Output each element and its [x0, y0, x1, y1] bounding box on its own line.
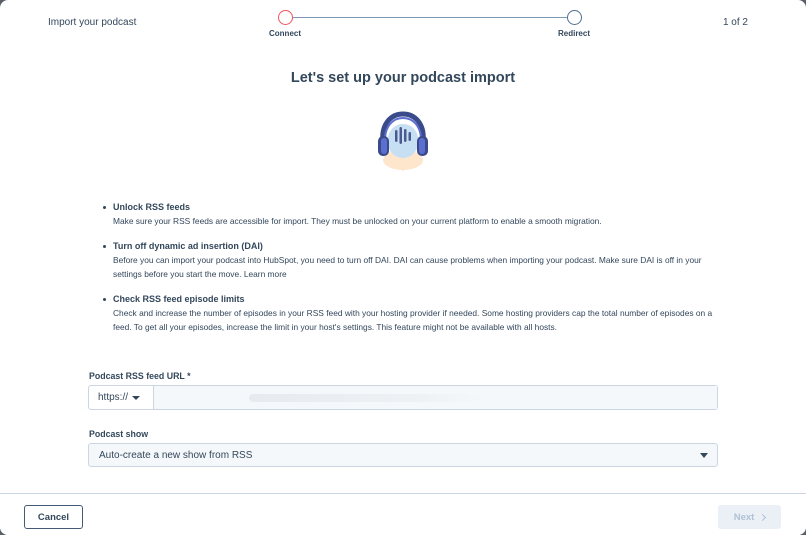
chevron-right-icon — [759, 513, 766, 520]
protocol-dropdown[interactable] — [89, 386, 154, 409]
redacted-url-placeholder — [249, 394, 484, 402]
list-item — [104, 293, 714, 335]
tip-body: Check and increase the number of episodes in your RSS feed with your hosting provider if needed. Some hosting providers cap the total number of episodes on a feed. To get all your episodes, increase the limit in your host's settings. This feature might not be available with all hosts. — [113, 307, 713, 332]
step-connect-dot — [278, 10, 293, 25]
tip-body: Make sure your RSS feeds are accessible for import. They must be unlocked on your current platform to enable a smooth migration. — [113, 216, 602, 226]
step-connect-label: Connect — [269, 29, 301, 38]
headphones-podcast-icon — [373, 106, 433, 172]
step-connect — [255, 10, 315, 38]
tip-title: Check RSS feed episode limits — [113, 293, 245, 304]
caret-down-icon — [132, 396, 140, 400]
podcast-show-select[interactable] — [88, 443, 718, 467]
page-title: Let's set up your podcast import — [290, 70, 516, 86]
tip-body — [113, 253, 714, 282]
step-redirect — [544, 10, 604, 38]
list-item — [104, 240, 714, 282]
step-redirect-dot — [567, 10, 582, 25]
progress-stepper — [270, 10, 600, 40]
wizard-footer — [0, 493, 806, 535]
cancel-button[interactable]: Cancel — [24, 505, 83, 529]
tip-title: Turn off dynamic ad insertion (DAI) — [113, 240, 263, 251]
learn-more-link[interactable]: Learn more — [243, 269, 287, 279]
tip-body-text: Before you can import your podcast into HubSpot, you need to turn off DAI. DAI can cause problems when importing your podcast. Make sure DAI is off in your settings before you start the move. — [113, 254, 702, 279]
podcast-show-value: Auto-create a new show from RSS — [99, 449, 253, 461]
wizard-header — [0, 0, 806, 48]
list-item — [104, 201, 714, 229]
podcast-show-label: Podcast show — [89, 429, 149, 439]
rss-url-field-group — [88, 385, 718, 410]
import-tips-list — [104, 201, 714, 346]
rss-url-label: Podcast RSS feed URL * — [89, 371, 191, 381]
step-redirect-label: Redirect — [557, 29, 590, 38]
caret-down-icon — [700, 453, 708, 458]
stepper-line — [285, 17, 574, 18]
next-button-label: Next — [733, 511, 755, 523]
header-title: Import your podcast — [48, 17, 137, 28]
next-button[interactable] — [718, 505, 781, 529]
protocol-value: https:// — [98, 392, 129, 403]
tip-title: Unlock RSS feeds — [113, 202, 191, 212]
step-count: 1 of 2 — [722, 17, 748, 28]
